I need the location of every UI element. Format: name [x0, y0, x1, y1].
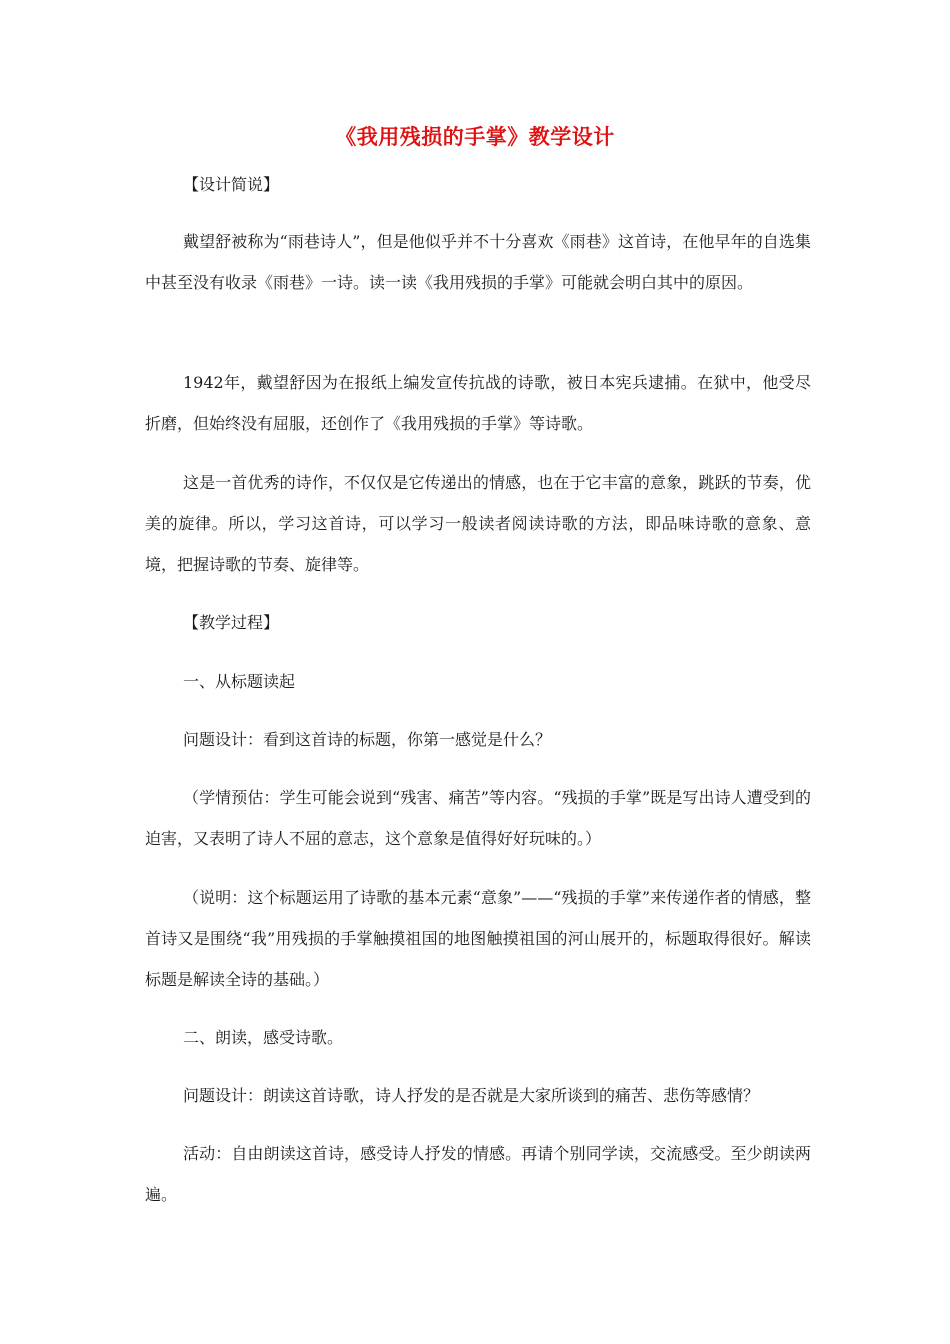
- paragraph-explanation: （说明：这个标题运用了诗歌的基本元素“意象”——“残损的手掌”来传递作者的情感，整首诗又是围绕“我”用残损的手掌触摸祖国的地图触摸祖国的河山展开的，标题取得很好。解读标题是解读全诗的基础。）: [145, 888, 811, 989]
- paragraph-student-estimate: （学情预估：学生可能会说到“残害、痛苦”等内容。“残损的手掌”既是写出诗人遭受到的迫害，又表明了诗人不屈的意志，这个意象是值得好好玩味的。）: [145, 788, 811, 848]
- paragraph-intro: 戴望舒被称为“雨巷诗人”，但是他似乎并不十分喜欢《雨巷》这首诗，在他早年的自选集中甚至没有收录《雨巷》一诗。读一读《我用残损的手掌》可能就会明白其中的原因。: [145, 232, 811, 292]
- paragraph-significance: 这是一首优秀的诗作，不仅仅是它传递出的情感，也在于它丰富的意象，跳跃的节奏，优美的旋律。所以，学习这首诗，可以学习一般读者阅读诗歌的方法，即品味诗歌的意象、意境，把握诗歌的节奏、旋律等。: [145, 473, 811, 574]
- activity-paragraph: 活动：自由朗读这首诗，感受诗人抒发的情感。再请个别同学读，交流感受。至少朗读两遍。: [145, 1144, 811, 1204]
- question-design-2: 问题设计：朗读这首诗歌，诗人抒发的是否就是大家所谈到的痛苦、悲伤等感情？: [183, 1086, 760, 1105]
- step-heading-1: 一、从标题读起: [183, 672, 296, 691]
- paragraph-background: 1942年，戴望舒因为在报纸上编发宣传抗战的诗歌，被日本宪兵逮捕。在狱中，他受尽折磨，但始终没有屈服，还创作了《我用残损的手掌》等诗歌。: [145, 373, 811, 433]
- step-heading-2: 二、朗读，感受诗歌。: [183, 1028, 344, 1047]
- question-design-1: 问题设计：看到这首诗的标题，你第一感觉是什么？: [183, 730, 552, 749]
- section-heading-teaching-process: 【教学过程】: [183, 613, 280, 632]
- section-heading-design-summary: 【设计简说】: [183, 175, 280, 194]
- document-title: 《我用残损的手掌》教学设计: [335, 125, 615, 149]
